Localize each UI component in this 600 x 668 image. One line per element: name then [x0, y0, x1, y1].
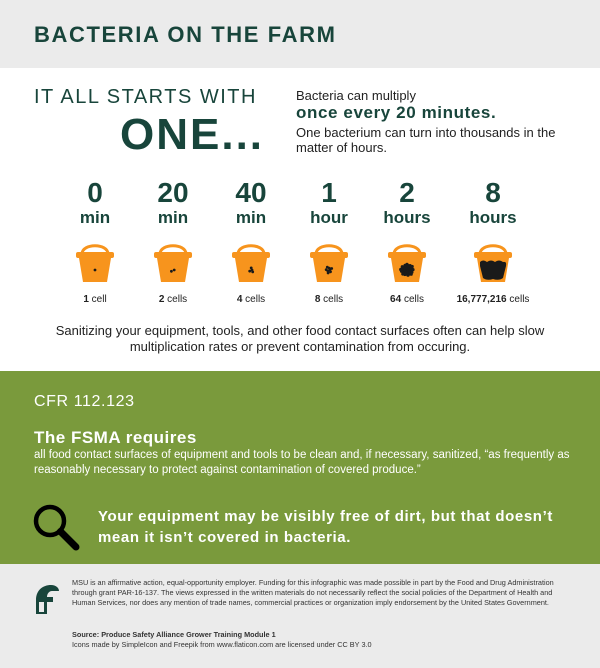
bucket-icon — [228, 240, 274, 284]
fsma-body: all food contact surfaces of equipment and tools to be clean and, if necessary, sanitized, “as frequently as reasonably necessary to protect against contamination of covered produce.” — [34, 449, 570, 476]
timeline-step — [56, 178, 134, 305]
time-unit: min — [79, 208, 111, 227]
bucket-icon — [150, 240, 196, 284]
timeline-step — [368, 178, 446, 305]
time-unit: min — [235, 208, 267, 227]
page-title: BACTERIA ON THE FARM — [34, 22, 337, 47]
time-unit: hours — [469, 208, 517, 227]
icons-credit: Icons made by SimpleIcon and Freepik from www.flaticon.com are licensed under CC BY 3.0 — [72, 640, 372, 649]
header-banner — [0, 0, 600, 68]
multiply-line-1: Bacteria can multiply — [296, 88, 416, 103]
cell-count: 8 cells — [314, 294, 344, 305]
fsma-heading: The FSMA requires — [34, 428, 197, 447]
cell-count: 2 cells — [158, 294, 188, 305]
bucket-icon — [306, 240, 352, 284]
time-unit: hour — [310, 208, 348, 227]
regulation-band — [0, 371, 600, 564]
time-unit: min — [157, 208, 189, 227]
equipment-note: Your equipment may be visibly free of dirt, but that doesn’t mean it isn’t covered in bacteria. — [98, 508, 553, 546]
time-value: 20 — [157, 177, 189, 208]
magnifier-icon — [30, 501, 82, 553]
disclaimer-text: MSU is an affirmative action, equal-opportunity employer. Funding for this infographic was made possible in part by the Food and Drug Administration through grant PAR-16-137. The views expressed in the written materials do not necessarily reflect the social policies of the Department of Health and Human Services, nor does any mention of trade names, commercial practices or organization imply endorsement by the United States Government. — [72, 578, 554, 607]
cell-count: 1 cell — [83, 294, 107, 305]
time-unit: hours — [383, 208, 431, 227]
time-value: 40 — [235, 177, 267, 208]
cell-count: 64 cells — [390, 294, 424, 305]
cell-count: 16,777,216 cells — [456, 294, 530, 305]
timeline-step — [212, 178, 290, 305]
spartan-helmet-icon — [30, 582, 62, 616]
cfr-reference: CFR 112.123 — [34, 393, 135, 410]
intro-one: ONE... — [120, 110, 265, 159]
time-value: 0 — [87, 177, 103, 208]
bucket-icon — [470, 240, 516, 284]
timeline-step — [290, 178, 368, 305]
time-value: 8 — [485, 177, 501, 208]
time-value: 2 — [399, 177, 415, 208]
growth-timeline — [56, 178, 546, 313]
bucket-icon — [384, 240, 430, 284]
time-value: 1 — [321, 177, 337, 208]
footer — [0, 564, 600, 668]
intro-heading: IT ALL STARTS WITH — [34, 86, 257, 108]
cell-count: 4 cells — [236, 294, 266, 305]
multiply-line-3: One bacterium can turn into thousands in the matter of hours. — [296, 125, 556, 155]
timeline-step — [454, 178, 532, 305]
bucket-icon — [72, 240, 118, 284]
source-line: Source: Produce Safety Alliance Grower Training Module 1 — [72, 630, 276, 639]
sanitize-note: Sanitizing your equipment, tools, and other food contact surfaces often can help slow multiplication rates or prevent contamination from occuring. — [55, 323, 545, 354]
timeline-step — [134, 178, 212, 305]
multiply-line-2: once every 20 minutes. — [296, 103, 497, 122]
